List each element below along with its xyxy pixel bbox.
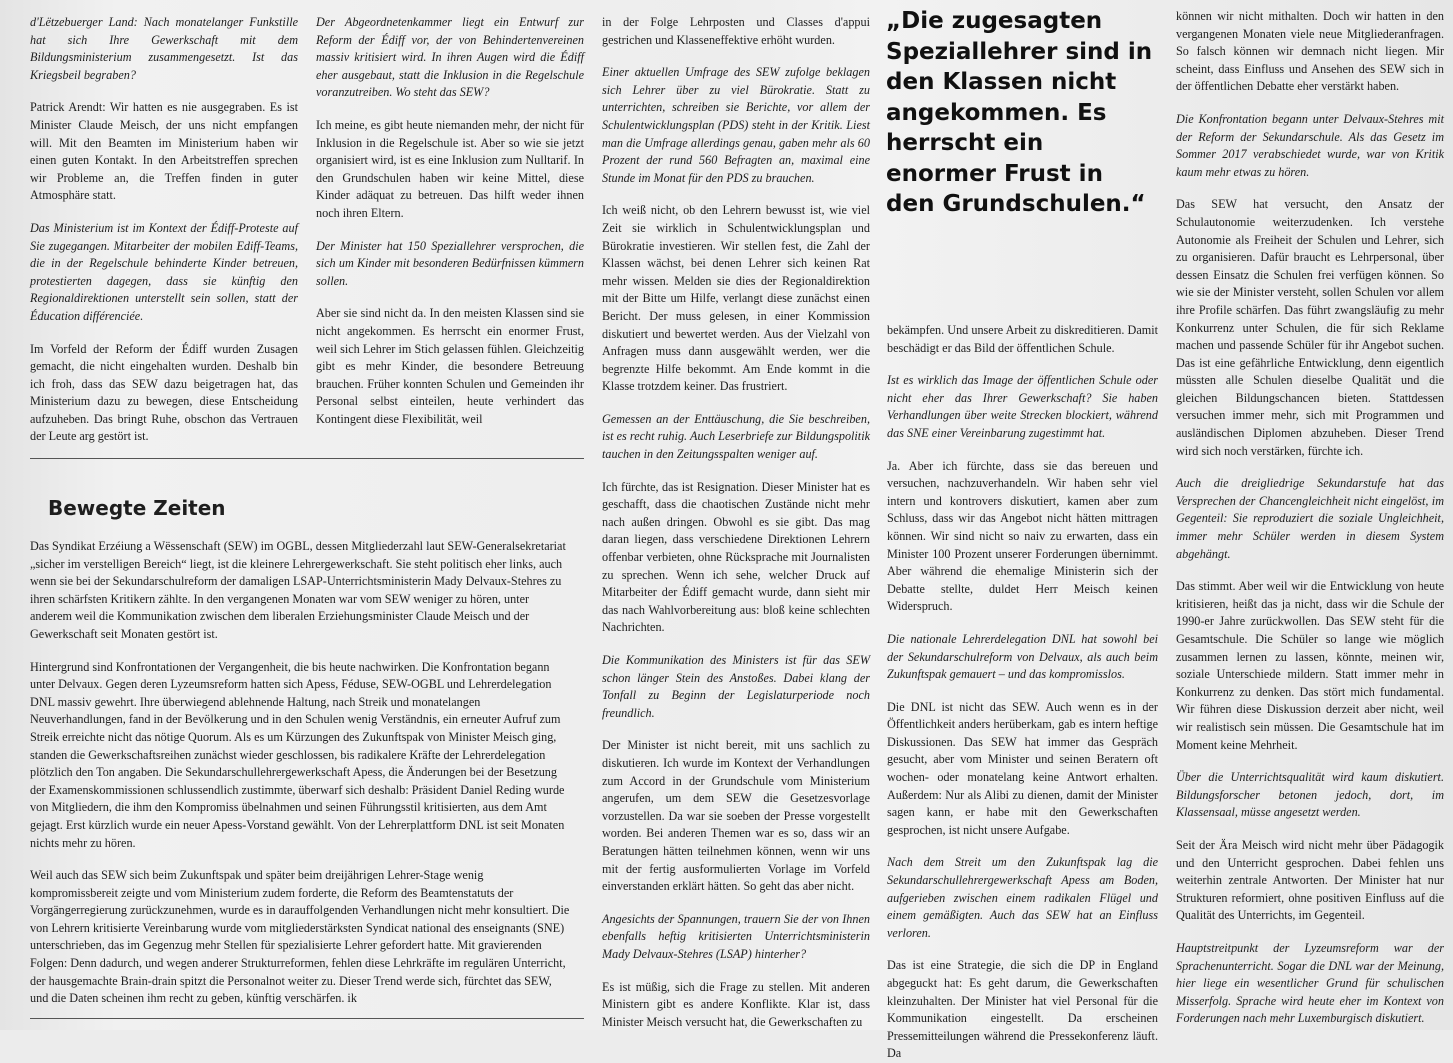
interview-answer: Das ist eine Strategie, die sich die DP in England abgeguckt hat: Es geht darum, die Gewerkschaften kleinzuhalten. Der Minister hat viel Personal für die Kommunikation eingestellt. Da erscheinen Pressemitteilungen während die Pressekonferenz läuft. Da <box>887 958 1158 1061</box>
interview-answer: Ich meine, es gibt heute niemanden mehr, der nicht für Inklusion in die Regelschule ist. Aber so wie sie jetzt organisiert wird, ist es eine Inklusion zum Nulltarif. In den Grundschulen haben wir keine Mittel, diese Kinder adäquat zu betreuen. Das hilft weder ihnen noch ihren Eltern. <box>316 117 584 220</box>
interview-answer: Die DNL ist nicht das SEW. Auch wenn es in der Öffentlichkeit anders herüberkam, gab es intern heftige Diskussionen. Das SEW hat immer das Gespräch gesucht, aber vom Minister und seinen Beratern oft wochen- oder monatelang keine Antwort erhalten. Außerdem: Nur als Alibi zu dienen, damit der Minister sagen kann, er habe mit den Gewerkschaften gesprochen, ist nicht unsere Aufgabe. <box>887 699 1158 837</box>
interview-question: Über die Unterrichtsqualität wird kaum diskutiert. Bildungsforscher betonen jedoch, dort, im Klassensaal, müsse angesetzt werden. <box>1176 770 1444 820</box>
interview-question: Die nationale Lehrerdelegation DNL hat sowohl bei der Sekundarschulreform von Delvaux, als auch beim Zukunftspak gemauert – und das kompromisslos. <box>887 631 1158 682</box>
box-top-rule <box>30 458 584 459</box>
interview-answer: Patrick Arendt: Wir hatten es nie ausgegraben. Es ist Minister Claude Meisch, der uns nicht empfangen will. Mit den Beamten im Ministerium haben wir einen guten Kontakt. In den Arbeitstreffen sprechen wir Probleme an, die Treffen finden in guter Atmosphäre statt. <box>30 100 298 203</box>
interview-answer: Das stimmt. Aber weil wir die Entwicklung von heute kritisieren, heißt das ja nicht, dass wir die Schule der 1990-er Jahre zurückwollen. Das SEW steht für die Gesamtschule. Die Schüler so lange wie möglich zusammen lernen zu lassen, könnte, meinen wir, soziale Unterschiede mildern. Statt immer mehr in Konkurrenz zu denken. Das stört mich fundamental. Wir führen diese Diskussion derzeit aber nicht, weil wir realistisch sein müssen. Die Gesamtschule hat im Moment keine Mehrheit. <box>1176 579 1444 752</box>
box-paragraph: Das Syndikat Erzéiung a Wëssenschaft (SEW) im OGBL, dessen Mitgliederzahl laut SEW-Generalsekretariat „sicher im verstelligen Bereich“ liegt, ist die kleinere Lehrergewerkschaft. Sie steht politisch eher links, auch wenn sie bei der Sekundarschulreform der damaligen LSAP-Unterrichtsministerin Mady Delvaux-Stehres zu ihren schärfsten Kritikern zählte. In den vergangenen Monaten war vom SEW weniger zu hören, unter anderem weil die Kommunikation zwischen dem liberalen Erziehungsminister Claude Meisch und der Gewerkschaft seit Monaten gestört ist. <box>30 539 566 641</box>
box-paragraph: Weil auch das SEW sich beim Zukunftspak und später beim dreijährigen Lehrer-Stage wenig kompromissbereit zeigte und vom Ministerium zudem forderte, die Reform des Beamtenstatuts der Vorgängerregierung zurückzunehmen, wurde es in darauffolgenden Verhandlungen nicht mehr konsultiert. Die von Lehrern kritisierte Vereinbarung wurde vom mitgliederstärksten Syndicat national des enseignants (SNE) unterschrieben, das im Gegenzug mehr Stellen für spezialisierte Lehrer gefordert hatte. Mit gravierenden Folgen: Denn dadurch, und wegen anderer Strukturreformen, fehlen diese Lehrkräfte im regulären Unterricht, der hausgemachte Brain-drain spitzt die Personalnot weiter zu. Dieser Trend werde sich, fürchtet das SEW, und die Daten scheinen ihm recht zu geben, künftig verschärfen. ik <box>30 868 570 1006</box>
info-box <box>30 466 572 1016</box>
interview-question: Gemessen an der Enttäuschung, die Sie beschreiben, ist es recht ruhig. Auch Leserbriefe zur Bildungspolitik tauchen in den Zeitungsspalten weniger auf. <box>602 411 870 462</box>
box-paragraph: Hintergrund sind Konfrontationen der Vergangenheit, die bis heute nachwirken. Die Konfrontation begann unter Delvaux. Gegen deren Lyzeumsreform hatten sich Apess, Féduse, SEW-OGBL und Lehrerdelegation DNL massiv gewehrt. Ihre überwiegend ablehnende Haltung, nach Streik und monatelangen Neuverhandlungen, fand in der Bevölkerung und in den Schulen wenig Verständnis, ein erneuter Aufruf zum Streik erreichte nicht das nötige Quorum. Als es um Kürzungen des Zukunftspak von Minister Meisch ging, standen die Gewerkschaftsreihen zunächst wieder geschlossen, bis radikalere Kräfte der Lehrerdelegation plötzlich den Ton angaben. Die Sekundarschullehrergewerkschaft Apess, die Änderungen bei der Besetzung der Examenskommissionen schlussendlich zustimmte, überwarf sich deshalb: Präsident Daniel Reding wurde von Mitgliedern, die ihm den Kompromiss übelnahmen und seinen Führungsstil kritisierten, aus dem Amt gejagt. Erst kürzlich wurde ein neuer Apess-Vorstand gewählt. Von der Lehrerplattform DNL ist seit Monaten nichts mehr zu hören. <box>30 659 565 850</box>
interview-answer: in der Folge Lehrposten und Classes d'appui gestrichen und Klasseneffektive erhöht wurden. <box>602 15 870 47</box>
box-bottom-rule <box>30 1018 584 1019</box>
interview-answer: Im Vorfeld der Reform der Édiff wurden Zusagen gemacht, die nicht eingehalten wurden. Deshalb bin ich froh, dass das SEW dazu beigetragen hat, das Ministerium dazu zu bewegen, diese Entscheidung aufzuheben. Das bringt Ruhe, obschon das Vertrauen der Leute arg gestört ist. <box>30 341 298 444</box>
interview-answer: Das SEW hat versucht, den Ansatz der Schulautonomie weiterzudenken. Ich verstehe Autonomie als Freiheit der Schulen und Lehrer, sich zu organisieren. Dafür braucht es Lehrpersonal, über dessen Einsatz die Schulen frei verfügen können. So wie sie der Minister versteht, sollen Schulen vor allem ihre Profile schärfen. Das führt zwangsläufig zu mehr Konkurrenz unter Schulen, die für sich Reklame machen und passende Schüler für ihr Angebot suchen. Das ist eine gefährliche Entwicklung, denn eigentlich müssten alle Schulen dieselbe Qualität und die gleichen Bildungschancen bieten. Stattdessen versuchen immer mehr, sich mit Programmen und ausländischen Diplomen abzuheben. Dieser Trend wird sich noch verstärken, fürchte ich. <box>1176 197 1444 458</box>
interview-question: Hauptstreitpunkt der Lyzeumsreform war der Sprachenunterricht. Sogar die DNL war der Meinung, hier liege ein wesentlicher Grund für schulischen Misserfolg. Sprache wird heute eher im Kontext von Forderungen nach mehr Luxemburgisch diskutiert. <box>1176 940 1444 1026</box>
article-column-2 <box>316 14 584 444</box>
article-column-1 <box>30 14 298 444</box>
interview-answer: Ja. Aber ich fürchte, dass sie das bereuen und versuchen, nachzuverhandeln. Wir haben sehr viel intern und kontrovers diskutiert, kamen aber zum Schluss, dass wir das Angebot nicht hätten mittragen können. Wir sind nicht so naiv zu erwarten, dass ein Minister 100 Prozent unserer Forderungen übernimmt. Aber während die ehemalige Ministerin sich der Debatte stellte, duldet Herr Meisch keinen Widerspruch. <box>887 458 1158 614</box>
interview-question: Das Ministerium ist im Kontext der Édiff-Proteste auf Sie zugegangen. Mitarbeiter der mobilen Ediff-Teams, die in der Regelschule behinderte Kinder betreuen, protestierten dagegen, dass sie künftig den Regionaldirektionen unterstellt sein sollen, statt der Éducation différenciée. <box>30 220 298 323</box>
interview-answer: Ich fürchte, das ist Resignation. Dieser Minister hat es geschafft, dass die chaotischen Zustände nicht mehr nach außen dringen. Obwohl es sie gibt. Das mag daran liegen, dass verschiedene Direktionen Lehrern offenbar verbieten, ohne Rücksprache mit Journalisten zu sprechen. Wenn ich sehe, welcher Druck auf Mitarbeiter der Édiff gemacht wurde, dann sieht mir das nach Wahlvorbereitung aus: bloß keine schlechten Nachrichten. <box>602 479 870 635</box>
interview-answer: bekämpfen. Und unsere Arbeit zu diskreditieren. Damit beschädigt er das Bild der öffentlichen Schule. <box>887 323 1158 355</box>
interview-answer: Der Minister ist nicht bereit, mit uns sachlich zu diskutieren. Ich wurde im Kontext der Verhandlungen zum Accord in der Grundschule vom Ministerium angerufen, um dem SEW die Gesetzesvorlage vorzustellen. Da war sie soeben der Presse vorgestellt worden. Bei anderen Themen war es so, dass wir an Beratungen hätten teilnehmen können, wenn wir uns mit der fertig ausformulierten Vorlage im Vorfeld einverstanden erklärt hätten. So geht das aber nicht. <box>602 738 870 894</box>
interview-answer: können wir nicht mithalten. Doch wir hatten in den vergangenen Monaten viele neue Mitgliederanfragen. So falsch können wir demnach nicht liegen. Mir scheint, dass Einfluss und Ansehen des SEW sich in der öffentlichen Debatte eher verstärkt haben. <box>1176 9 1444 94</box>
interview-question: d'Lëtzebuerger Land: Nach monatelanger Funkstille hat sich Ihre Gewerkschaft mit dem Bildungsministerium zusammengesetzt. Ist das Kriegsbeil begraben? <box>30 15 298 82</box>
article-column-5 <box>1176 8 1444 1026</box>
interview-question: Angesichts der Spannungen, trauern Sie der von Ihnen ebenfalls heftig kritisierten Unterrichtsministerin Mady Delvaux-Stehres (LSAP) hinterher? <box>602 911 870 961</box>
interview-answer: Aber sie sind nicht da. In den meisten Klassen sind sie nicht angekommen. Es herrscht ein enormer Frust, weil sich Lehrer im Stich gelassen fühlen. Gleichzeitig gibt es mehr Kinder, die besondere Betreuung brauchen. Früher konnten Schulen und Gemeinden ihr Personal selbst einteilen, heute verhindert das Kontingent diese Flexibilität, weil <box>316 306 584 426</box>
box-title: Bewegte Zeiten <box>48 496 226 520</box>
interview-question: Ist es wirklich das Image der öffentlichen Schule oder nicht eher das Ihrer Gewerkschaft? Sie haben Verhandlungen über weite Strecken blockiert, während das SNE einer Vereinbarung zugestimmt hat. <box>887 373 1158 440</box>
interview-question: Die Kommunikation des Ministers ist für das SEW schon länger Stein des Anstoßes. Dabei klang der Tonfall zu Beginn der Legislaturperiode noch freundlich. <box>602 653 870 720</box>
interview-answer: Seit der Ära Meisch wird nicht mehr über Pädagogik und den Unterricht gesprochen. Dabei fehlen uns weiterhin zentrale Antworten. Der Minister hat nur Strukturen reformiert, ohne positiven Einfluss auf die Qualität des Unterrichts, im Gegenteil. <box>1176 837 1444 923</box>
article-column-4 <box>887 322 1158 1061</box>
interview-question: Die Konfrontation begann unter Delvaux-Stehres mit der Reform der Sekundarschule. Als das Gesetz im Sommer 2017 verabschiedet wurde, war von Kritik kaum mehr etwas zu hören. <box>1176 111 1444 179</box>
interview-question: Nach dem Streit um den Zukunftspak lag die Sekundarschullehrergewerkschaft Apess am Boden, aufgerieben zwischen einem radikalen Flügel und einem gemäßigten. Auch das SEW hat an Einfluss verloren. <box>887 855 1158 940</box>
interview-question: Auch die dreigliedrige Sekundarstufe hat das Versprechen der Chancengleichheit nicht eingelöst, im Gegenteil: Sie reproduziert die soziale Ungleichheit, immer mehr Schüler werden in diesem System abgehängt. <box>1176 476 1444 561</box>
interview-question: Der Abgeordnetenkammer liegt ein Entwurf zur Reform der Édiff vor, der von Behindertenvereinen massiv kritisiert wird. In ihren Augen wird die Édiff eher ausgebaut, statt die Inklusion in die Regelschule voranzutreiben. Wo steht das SEW? <box>316 15 584 100</box>
interview-question: Der Minister hat 150 Speziallehrer versprochen, die sich um Kinder mit besonderen Bedürfnissen kümmern sollen. <box>316 238 584 288</box>
interview-answer: Ich weiß nicht, ob den Lehrern bewusst ist, wie viel Zeit sie wirklich in Schulentwicklungsplan und Bürokratie investieren. Wir stellen fest, die Zahl der Klassen wächst, bei denen Lehrer sich keinen Rat mehr wissen. Melden sie dies der Regionaldirektion mit der Bitte um Hilfe, verlangt diese zunächst einen Bericht. Der muss gelesen, in einer Kommission diskutiert und bewertet werden. Aus der Vielzahl von Anfragen muss dann ausgewählt werden, wer die begrenzte Hilfe bekommt. Am Ende kommt in die Klasse trotzdem keiner. Das frustriert. <box>602 203 870 394</box>
interview-answer: Es ist müßig, sich die Frage zu stellen. Mit anderen Ministern gibt es andere Konflikte. Klar ist, dass Minister Meisch versucht hat, die Gewerkschaften zu <box>602 979 870 1029</box>
pull-quote: „Die zugesagten Speziallehrer sind in den Klassen nicht angekommen. Es herrscht ein enormer Frust in den Grundschulen.“ <box>886 8 1153 217</box>
article-column-3 <box>602 14 870 1029</box>
interview-question: Einer aktuellen Umfrage des SEW zufolge beklagen sich Lehrer über zu viel Bürokratie. Statt zu unterrichten, schreiben sie Berichte, vor allem der Schulentwicklungsplan (PDS) steht in der Kritik. Liest man die Umfrage allerdings genau, gaben mehr als 60 Prozent der rund 560 Befragten an, maximal eine Stunde im Monat für den PDS zu brauchen. <box>602 65 870 185</box>
